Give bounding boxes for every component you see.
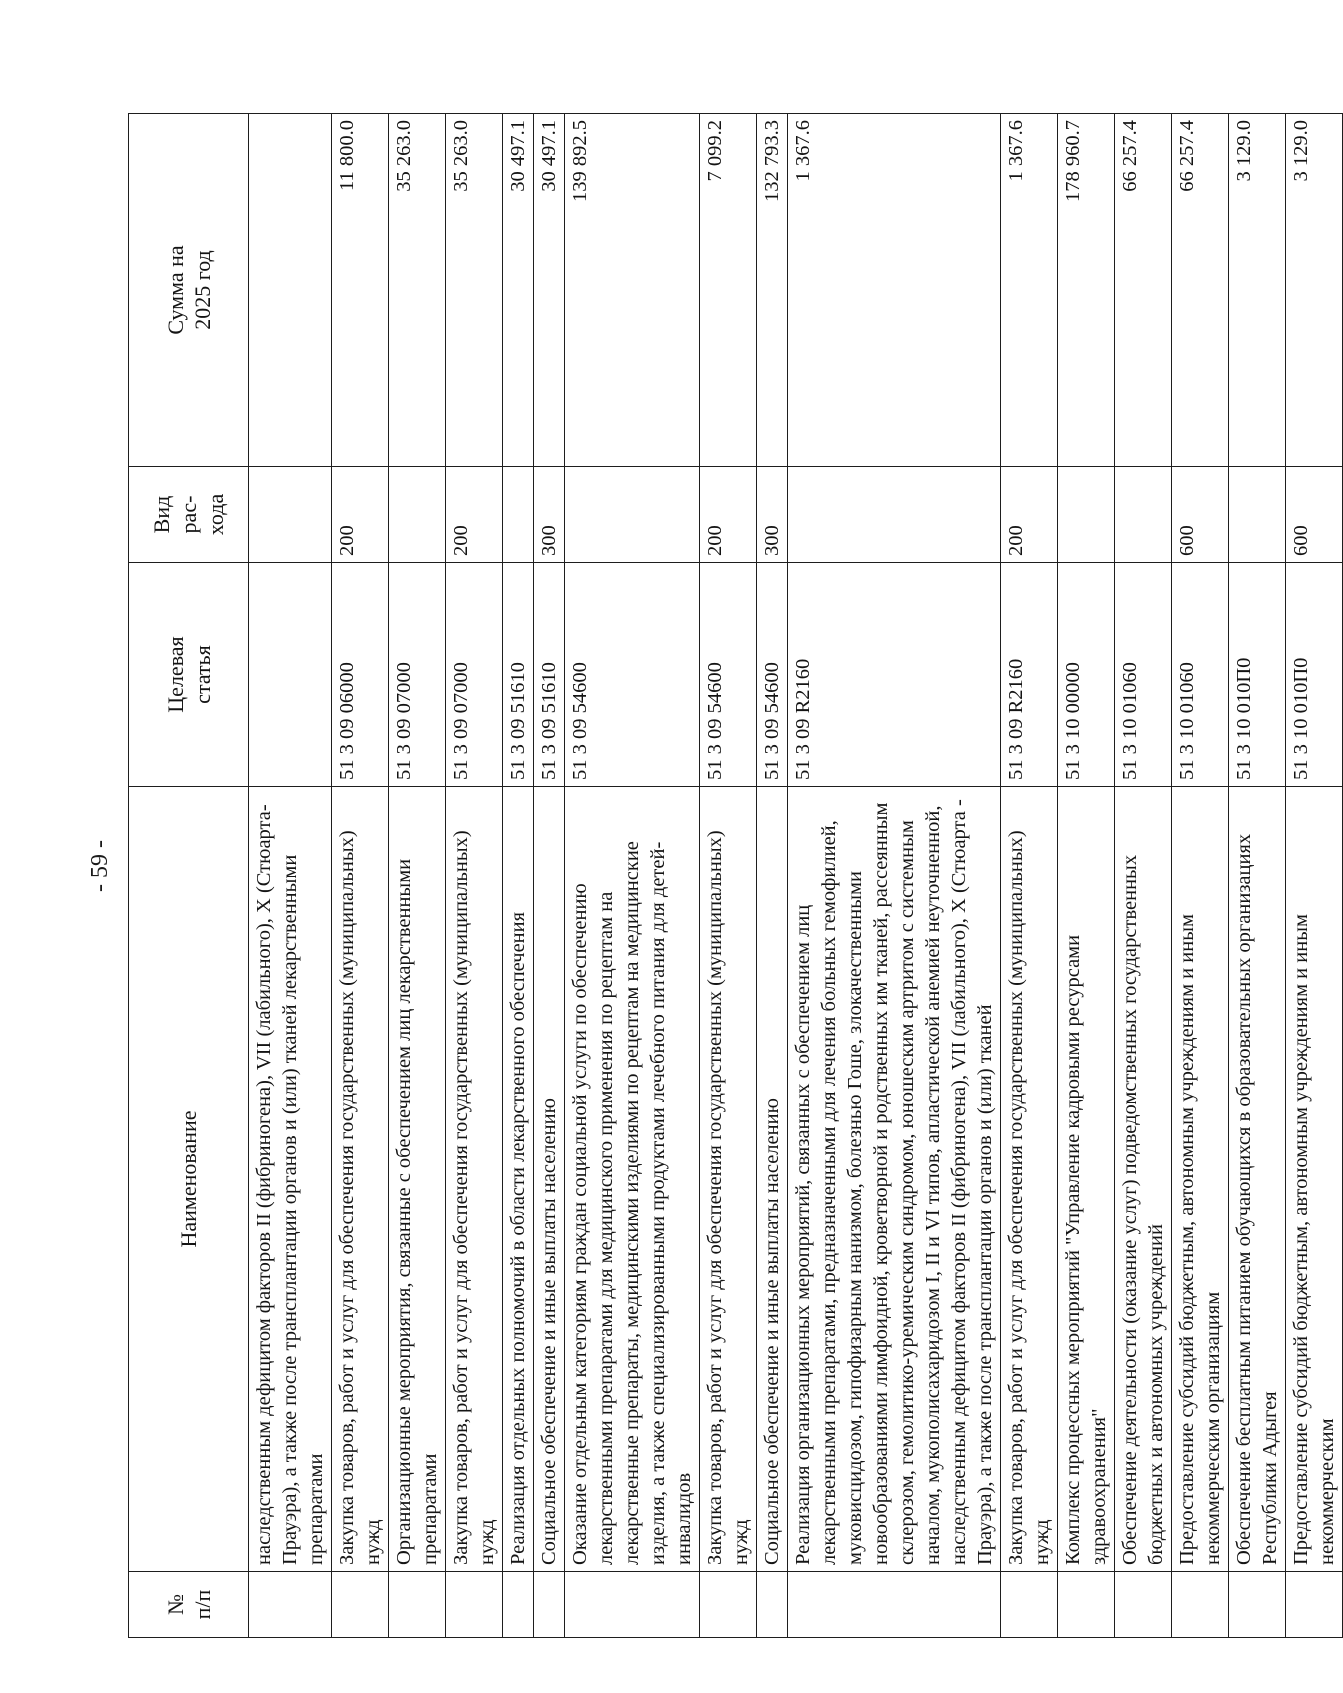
rotated-page-frame <box>128 114 1338 1638</box>
row-target-article: 51 3 10 01060 <box>1172 563 1229 787</box>
row-target-article: 51 3 09 R2160 <box>1001 563 1058 787</box>
row-expense-type <box>788 467 1001 563</box>
row-expense-type <box>1115 467 1172 563</box>
table-row <box>1229 114 1286 1638</box>
row-number <box>1229 1572 1286 1638</box>
row-target-article: 51 3 09 07000 <box>389 563 446 787</box>
row-target-article: 51 3 09 54600 <box>565 563 700 787</box>
row-sum: 30 497.1 <box>534 114 565 467</box>
table-row <box>534 114 565 1638</box>
row-sum: 11 800.0 <box>332 114 389 467</box>
table-row <box>700 114 757 1638</box>
row-number <box>332 1572 389 1638</box>
row-target-article: 51 3 09 51610 <box>534 563 565 787</box>
row-number <box>534 1572 565 1638</box>
row-expense-type: 200 <box>700 467 757 563</box>
row-sum: 66 257.4 <box>1115 114 1172 467</box>
table-row <box>446 114 503 1638</box>
row-expense-type: 200 <box>1001 467 1058 563</box>
row-expense-type: 300 <box>534 467 565 563</box>
header-expense-type: Вид рас- хода <box>129 467 249 563</box>
row-sum: 66 257.4 <box>1172 114 1229 467</box>
row-number <box>389 1572 446 1638</box>
row-sum: 3 129.0 <box>1286 114 1343 467</box>
row-name: Закупка товаров, работ и услуг для обеспечения государственных (муниципальных) нужд <box>700 787 757 1572</box>
table-row <box>788 114 1001 1638</box>
row-number <box>757 1572 788 1638</box>
row-expense-type: 300 <box>757 467 788 563</box>
row-sum: 35 263.0 <box>389 114 446 467</box>
row-expense-type <box>565 467 700 563</box>
row-target-article: 51 3 09 54600 <box>757 563 788 787</box>
row-name: Предоставление субсидий бюджетным, автономным учреждениям и иным некоммерческим <box>1286 787 1343 1572</box>
row-name: Реализация отдельных полномочий в области лекарственного обеспечения <box>503 787 534 1572</box>
table-row <box>1172 114 1229 1638</box>
table-row <box>332 114 389 1638</box>
row-number <box>788 1572 1001 1638</box>
row-target-article: 51 3 10 00000 <box>1058 563 1115 787</box>
row-expense-type <box>503 467 534 563</box>
header-name: Наименование <box>129 787 249 1572</box>
row-sum <box>249 114 332 467</box>
row-name: Предоставление субсидий бюджетным, автономным учреждениям и иным некоммерческим организациям <box>1172 787 1229 1572</box>
row-number <box>565 1572 700 1638</box>
table-row <box>1058 114 1115 1638</box>
row-target-article: 51 3 10 01060 <box>1115 563 1172 787</box>
row-target-article <box>249 563 332 787</box>
row-name: Реализация организационных мероприятий, связанных с обеспечением лиц лекарственными препаратами, предназначенными для лечения больных гемофилией, муковисцидозом, гипофизарным нанизмом, болезнью Гоше, злокачественными новообразованиями лимфоидной, кроветворной и родственных им тканей, рассеянным склерозом, гемолитико-уремическим синдромом, юношеским артритом с системным началом, мукополисахаридозом I, II и VI типов, апластической анемией неуточненной, наследственным дефицитом факторов II (фибриногена), VII (лабильного), X (Стюарта - Прауэра), а также после трансплантации органов и (или) тканей <box>788 787 1001 1572</box>
row-expense-type <box>1229 467 1286 563</box>
row-expense-type: 600 <box>1286 467 1343 563</box>
row-number <box>1115 1572 1172 1638</box>
row-name: Обеспечение бесплатным питанием обучающихся в образовательных организациях Республики Адыгея <box>1229 787 1286 1572</box>
row-number <box>1286 1572 1343 1638</box>
row-target-article: 51 3 09 51610 <box>503 563 534 787</box>
row-number <box>249 1572 332 1638</box>
row-name: Организационные мероприятия, связанные с обеспечением лиц лекарственными препаратами <box>389 787 446 1572</box>
row-sum: 35 263.0 <box>446 114 503 467</box>
row-name: Закупка товаров, работ и услуг для обеспечения государственных (муниципальных) нужд <box>446 787 503 1572</box>
row-sum: 30 497.1 <box>503 114 534 467</box>
row-name: Социальное обеспечение и иные выплаты населению <box>534 787 565 1572</box>
row-sum: 132 793.3 <box>757 114 788 467</box>
row-number <box>1058 1572 1115 1638</box>
table-row <box>757 114 788 1638</box>
rotated-table-container <box>128 114 1338 1638</box>
row-target-article: 51 3 09 R2160 <box>788 563 1001 787</box>
row-number <box>446 1572 503 1638</box>
row-sum: 3 129.0 <box>1229 114 1286 467</box>
row-expense-type: 200 <box>332 467 389 563</box>
table-row <box>1001 114 1058 1638</box>
row-target-article: 51 3 09 07000 <box>446 563 503 787</box>
row-name: Закупка товаров, работ и услуг для обеспечения государственных (муниципальных) нужд <box>1001 787 1058 1572</box>
table-row <box>503 114 534 1638</box>
row-number <box>503 1572 534 1638</box>
header-number: № п/п <box>129 1572 249 1638</box>
row-target-article: 51 3 09 06000 <box>332 563 389 787</box>
budget-table <box>128 113 1343 1638</box>
row-expense-type: 200 <box>446 467 503 563</box>
row-sum: 7 099.2 <box>700 114 757 467</box>
table-header-row <box>129 114 249 1638</box>
row-expense-type <box>1058 467 1115 563</box>
row-name: наследственным дефицитом факторов II (фибриногена), VII (лабильного), X (Стюарта-Прауэра), а также после трансплантации органов и (или) тканей лекарственными препаратами <box>249 787 332 1572</box>
row-number <box>1001 1572 1058 1638</box>
row-expense-type <box>389 467 446 563</box>
row-sum: 139 892.5 <box>565 114 700 467</box>
header-target-article: Целевая статья <box>129 563 249 787</box>
table-row <box>1286 114 1343 1638</box>
row-sum: 178 960.7 <box>1058 114 1115 467</box>
header-sum-2025: Сумма на 2025 год <box>129 114 249 467</box>
page-number: - 59 - <box>87 840 113 892</box>
table-row <box>1115 114 1172 1638</box>
row-target-article: 51 3 10 010П0 <box>1229 563 1286 787</box>
row-expense-type: 600 <box>1172 467 1229 563</box>
table-row <box>565 114 700 1638</box>
row-number <box>1172 1572 1229 1638</box>
row-name: Оказание отдельным категориям граждан социальной услуги по обеспечению лекарственными препаратами для медицинского применения по рецептам на лекарственные препараты, медицинскими изделиями по рецептам на медицинские изделия, а также специализированными продуктами лечебного питания для детей-инвалидов <box>565 787 700 1572</box>
row-name: Обеспечение деятельности (оказание услуг) подведомственных государственных бюджетных и автономных учреждений <box>1115 787 1172 1572</box>
row-target-article: 51 3 10 010П0 <box>1286 563 1343 787</box>
row-expense-type <box>249 467 332 563</box>
row-name: Закупка товаров, работ и услуг для обеспечения государственных (муниципальных) нужд <box>332 787 389 1572</box>
row-target-article: 51 3 09 54600 <box>700 563 757 787</box>
row-sum: 1 367.6 <box>788 114 1001 467</box>
table-row <box>389 114 446 1638</box>
row-sum: 1 367.6 <box>1001 114 1058 467</box>
row-number <box>700 1572 757 1638</box>
row-name: Комплекс процессных мероприятий "Управление кадровыми ресурсами здравоохранения" <box>1058 787 1115 1572</box>
table-row <box>249 114 332 1638</box>
row-name: Социальное обеспечение и иные выплаты населению <box>757 787 788 1572</box>
